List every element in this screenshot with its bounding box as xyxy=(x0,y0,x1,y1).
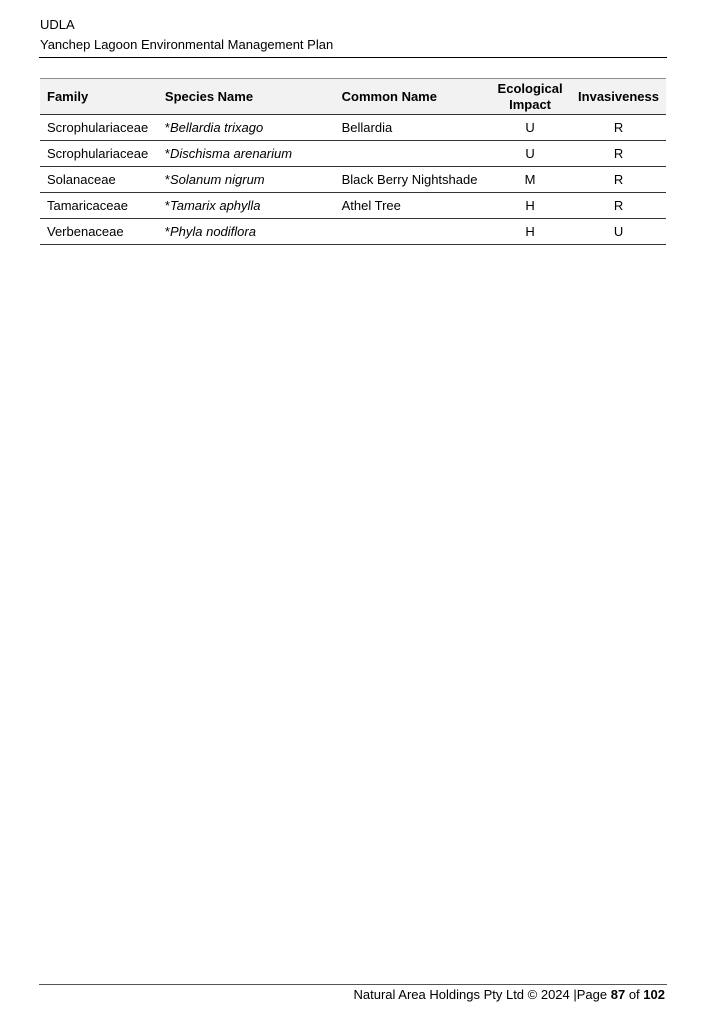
species-name: Phyla nodiflora xyxy=(169,224,256,239)
cell-species xyxy=(158,115,335,141)
cell-species xyxy=(158,167,335,193)
cell-invasiveness: R xyxy=(571,115,666,141)
table-row xyxy=(40,193,666,219)
cell-ecological-impact: U xyxy=(489,141,571,167)
header-divider xyxy=(39,57,667,58)
cell-ecological-impact: U xyxy=(489,115,571,141)
species-name: Bellardia trixago xyxy=(169,120,264,135)
eco-header-line1: Ecological xyxy=(497,80,563,96)
cell-species xyxy=(158,193,335,219)
cell-invasiveness: U xyxy=(571,219,666,245)
introduced-marker: * xyxy=(164,146,170,161)
cell-family: Verbenaceae xyxy=(40,219,158,245)
page-header xyxy=(40,15,667,55)
column-header-species: Species Name xyxy=(158,79,335,115)
species-name: Dischisma arenarium xyxy=(169,146,293,161)
cell-invasiveness: R xyxy=(571,141,666,167)
cell-common-name: Bellardia xyxy=(335,115,490,141)
page-footer xyxy=(354,986,666,1004)
species-name: Tamarix aphylla xyxy=(169,198,261,213)
footer-page-number: 87 xyxy=(610,987,626,1002)
header-title: Yanchep Lagoon Environmental Management Plan xyxy=(40,37,334,52)
cell-ecological-impact: H xyxy=(489,193,571,219)
table-row xyxy=(40,141,666,167)
cell-ecological-impact: H xyxy=(489,219,571,245)
cell-ecological-impact: M xyxy=(489,167,571,193)
column-header-invasiveness: Invasiveness xyxy=(571,79,666,115)
species-table xyxy=(40,78,666,245)
table-row xyxy=(40,167,666,193)
footer-company: Natural Area Holdings Pty Ltd © 2024 |Page xyxy=(353,987,608,1002)
header-org: UDLA xyxy=(40,17,75,32)
species-name: Solanum nigrum xyxy=(169,172,265,187)
cell-common-name xyxy=(335,141,490,167)
cell-common-name: Black Berry Nightshade xyxy=(335,167,490,193)
cell-invasiveness: R xyxy=(571,193,666,219)
cell-family: Scrophulariaceae xyxy=(40,141,158,167)
cell-common-name xyxy=(335,219,490,245)
table-row xyxy=(40,219,666,245)
cell-family: Solanaceae xyxy=(40,167,158,193)
introduced-marker: * xyxy=(164,198,170,213)
column-header-family: Family xyxy=(40,79,158,115)
introduced-marker: * xyxy=(164,224,170,239)
cell-family: Tamaricaceae xyxy=(40,193,158,219)
footer-page-total: 102 xyxy=(643,987,665,1002)
footer-divider xyxy=(39,984,667,985)
table-header-row xyxy=(40,79,666,115)
column-header-ecological-impact xyxy=(489,79,571,115)
cell-common-name: Athel Tree xyxy=(335,193,490,219)
table-row xyxy=(40,115,666,141)
cell-species xyxy=(158,219,335,245)
column-header-common: Common Name xyxy=(335,79,490,115)
cell-species xyxy=(158,141,335,167)
cell-invasiveness: R xyxy=(571,167,666,193)
cell-family: Scrophulariaceae xyxy=(40,115,158,141)
footer-of: of xyxy=(628,987,640,1002)
introduced-marker: * xyxy=(164,120,170,135)
eco-header-line2: Impact xyxy=(509,96,552,112)
introduced-marker: * xyxy=(164,172,170,187)
